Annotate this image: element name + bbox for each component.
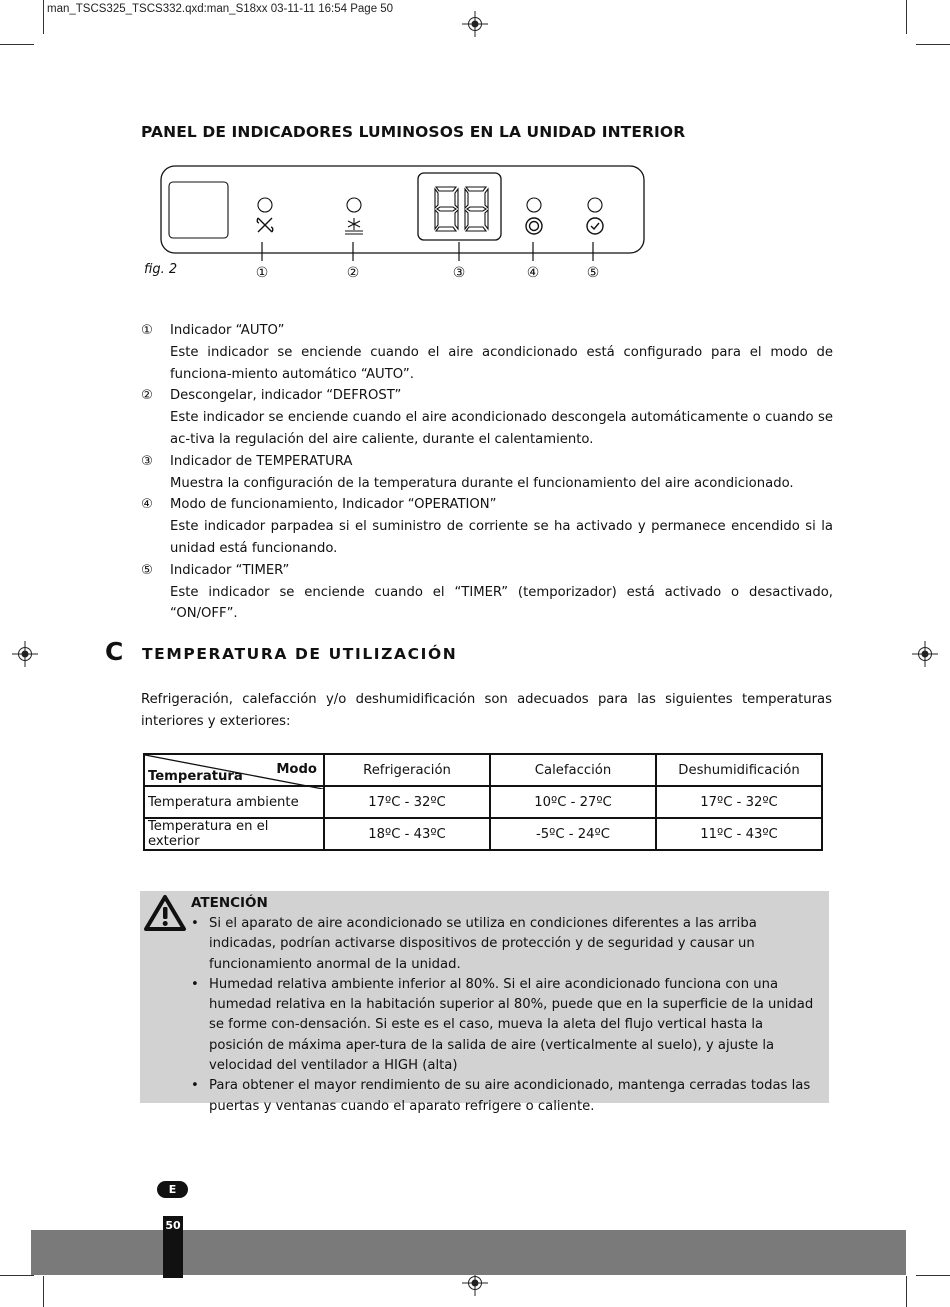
list-item bbox=[141, 451, 833, 495]
table-corner-cell bbox=[144, 754, 324, 786]
crop-mark bbox=[916, 44, 950, 45]
crop-mark bbox=[906, 1276, 907, 1307]
crop-mark bbox=[43, 0, 44, 34]
defrost-lamp bbox=[347, 198, 361, 212]
list-item bbox=[191, 1076, 816, 1117]
item-description: Este indicador se enciende cuando el aire acondicionado descongela automáticamente o cuando se ac-tiva la regulación del aire caliente, durante el calentamiento. bbox=[170, 410, 833, 447]
table-row bbox=[144, 786, 822, 818]
receiver-window bbox=[169, 182, 228, 238]
file-header: man_TSCS325_TSCS332.qxd:man_S18xx 03-11-11 16:54 Page 50 bbox=[47, 3, 394, 15]
warning-triangle-icon bbox=[143, 894, 187, 932]
list-item bbox=[191, 975, 816, 1076]
registration-mark-icon bbox=[12, 641, 38, 667]
column-header: Calefacción bbox=[490, 754, 656, 786]
table-row bbox=[144, 818, 822, 850]
crop-mark bbox=[906, 0, 907, 34]
item-number: ① bbox=[141, 323, 153, 338]
corner-label-mode: Modo bbox=[276, 762, 317, 777]
list-item bbox=[191, 914, 816, 975]
table-cell: 17ºC - 32ºC bbox=[324, 786, 490, 818]
callout-1: ① bbox=[255, 265, 269, 281]
list-item bbox=[141, 494, 833, 559]
corner-label-temperature: Temperatura bbox=[148, 769, 243, 784]
item-title: Modo de funcionamiento, Indicador “OPERATION” bbox=[170, 497, 497, 513]
callout-3: ③ bbox=[452, 265, 466, 281]
crop-mark bbox=[916, 1275, 950, 1276]
table-cell: -5ºC - 24ºC bbox=[490, 818, 656, 850]
list-item bbox=[141, 385, 833, 450]
table-cell: 11ºC - 43ºC bbox=[656, 818, 822, 850]
timer-lamp bbox=[588, 198, 602, 212]
warning-text: Humedad relativa ambiente inferior al 80%. Si el aire acondicionado funciona con una humedad relativa en la habitación superior al 80%, puede que en la superficie de la unidad se forme con-densación. Si este es el caso, mueva la aleta del flujo vertical hasta la posición de máxima aper-tura de la salida de aire (verticalmente al suelo), y ajuste la velocidad del ventilador a HIGH (alta) bbox=[209, 976, 814, 1074]
table-cell: 18ºC - 43ºC bbox=[324, 818, 490, 850]
callout-4: ④ bbox=[526, 265, 540, 281]
defrost-icon bbox=[345, 218, 363, 234]
operation-icon bbox=[526, 218, 542, 234]
crop-mark bbox=[43, 1276, 44, 1307]
indicator-list bbox=[141, 320, 833, 625]
registration-mark-icon bbox=[462, 11, 488, 37]
section-title: TEMPERATURA DE UTILIZACIÓN bbox=[142, 645, 458, 663]
item-number: ④ bbox=[141, 497, 153, 513]
callout-2: ② bbox=[346, 265, 360, 281]
item-number: ⑤ bbox=[141, 562, 153, 578]
row-label: Temperatura ambiente bbox=[144, 786, 324, 818]
column-header: Deshumidificación bbox=[656, 754, 822, 786]
crop-mark bbox=[0, 1275, 34, 1276]
temperature-table bbox=[143, 753, 823, 851]
auto-icon bbox=[257, 218, 273, 232]
item-number: ③ bbox=[141, 453, 153, 469]
page-number: 50 bbox=[165, 1219, 181, 1232]
leader-lines bbox=[262, 242, 593, 261]
section-letter: C bbox=[105, 637, 124, 666]
panel-title: PANEL DE INDICADORES LUMINOSOS EN LA UNIDAD INTERIOR bbox=[141, 123, 686, 141]
auto-lamp bbox=[258, 198, 272, 212]
panel-outline bbox=[161, 166, 644, 253]
bullet-icon: • bbox=[191, 916, 199, 931]
warning-list bbox=[191, 914, 816, 1117]
row-label: Temperatura en el exterior bbox=[144, 818, 324, 850]
item-title: Indicador “AUTO” bbox=[170, 323, 285, 338]
table-cell: 17ºC - 32ºC bbox=[656, 786, 822, 818]
table-header-row bbox=[144, 754, 822, 786]
crop-mark bbox=[0, 44, 34, 45]
table-cell: 10ºC - 27ºC bbox=[490, 786, 656, 818]
item-description: Muestra la configuración de la temperatura durante el funcionamiento del aire acondicionado. bbox=[170, 475, 794, 491]
figure-label: fig. 2 bbox=[144, 262, 178, 277]
timer-icon bbox=[587, 218, 603, 234]
warning-text: Si el aparato de aire acondicionado se utiliza en condiciones diferentes a las arriba indicadas, podrían activarse dispositivos de protección y de seguridad y causar un funcionamiento anormal de la unidad. bbox=[209, 916, 757, 972]
item-description: Este indicador se enciende cuando el aire acondicionado está configurado para el modo de funciona-miento automático “AUTO”. bbox=[170, 344, 833, 382]
list-item bbox=[141, 320, 833, 385]
bullet-icon: • bbox=[191, 1078, 199, 1094]
language-badge: E bbox=[157, 1181, 188, 1198]
callout-5: ⑤ bbox=[586, 265, 600, 281]
item-title: Indicador “TIMER” bbox=[170, 562, 290, 578]
operation-lamp bbox=[527, 198, 541, 212]
bullet-icon: • bbox=[191, 976, 199, 992]
item-title: Indicador de TEMPERATURA bbox=[170, 453, 353, 469]
item-number: ② bbox=[141, 388, 153, 404]
registration-mark-icon bbox=[912, 641, 938, 667]
item-title: Descongelar, indicador “DEFROST” bbox=[170, 388, 402, 404]
indicator-panel-figure bbox=[155, 160, 655, 285]
warning-title: ATENCIÓN bbox=[191, 895, 268, 911]
seven-segment-digits bbox=[435, 187, 488, 231]
column-header: Refrigeración bbox=[324, 754, 490, 786]
list-item bbox=[141, 560, 833, 625]
item-description: Este indicador parpadea si el suministro de corriente se ha activado y permanece encendido si la unidad está funcionando. bbox=[170, 519, 833, 556]
item-description: Este indicador se enciende cuando el “TIMER” (temporizador) está activado o desactivado, “ON/OFF”. bbox=[170, 584, 833, 622]
warning-text: Para obtener el mayor rendimiento de su aire acondicionado, mantenga cerradas todas las puertas y ventanas cuando el aparato refrigere o caliente. bbox=[209, 1078, 811, 1114]
section-intro: Refrigeración, calefacción y/o deshumidificación son adecuados para las siguientes temperaturas interiores y exteriores: bbox=[141, 692, 832, 729]
